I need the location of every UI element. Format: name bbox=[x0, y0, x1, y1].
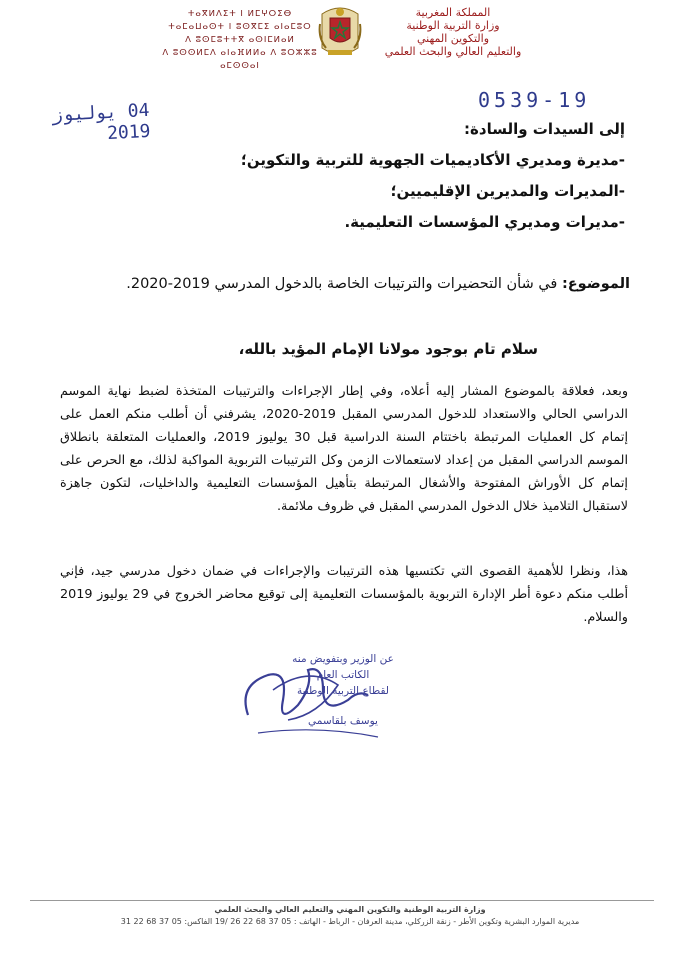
tifinagh-header bbox=[150, 8, 330, 73]
reference-number-stamp: 0539-19 bbox=[478, 88, 591, 112]
signature-line: يوسف بلقاسمي bbox=[308, 715, 378, 727]
signature-line: لقطاع التربية الوطنية bbox=[297, 685, 389, 697]
signature-block bbox=[228, 645, 458, 750]
footer bbox=[60, 904, 640, 928]
handwritten-signature-icon bbox=[228, 645, 458, 750]
greeting: سلام تام بوجود مولانا الإمام المؤيد بالله، bbox=[238, 340, 538, 358]
ministry-line: المملكة المغربية bbox=[415, 6, 491, 19]
body-paragraph: وبعد، فعلاقة بالموضوع المشار إليه أعلاه، وفي إطار الإجراءات والترتيبات المتخذة لضبط نهاية الموسم الدراسي الحالي والاستعداد للدخول المدرسي المقبل 2019-2020، يشرفني أن أطلب منكم العمل على إتمام كل العمليات المرتبطة باختتام السنة الدراسية قبل 30 يوليوز 2019، والعمليات المتعلقة بانطلاق الموسم الدراسي المقبل من إعداد لاستعمالات الزمن وكل الترتيبات التربوية المواكبة لذلك، مع الحرص على إتمام كل الأوراش المفتوحة والأشغال المرتبطة بتأهيل المؤسسات التعليمية والداخليات، لتكون جاهزة لاستقبال التلاميذ خلال الدخول المدرسي المقبل في ظروف ملائمة. bbox=[60, 384, 628, 514]
tifinagh-line: ⴷ ⵓⵙⵙⵍⵎⴷ ⴰⵏⴰⴼⵍⵍⴰ ⴷ ⵓⵔⵣⵣⵓ ⴰⵎⵙⵙⴰⵏ bbox=[162, 48, 318, 71]
ministry-header bbox=[368, 6, 538, 58]
recipient-line: -المديرات والمديرين الإقليميين؛ bbox=[390, 182, 625, 200]
tifinagh-line: ⴷ ⵓⵙⵎⵓⵜⵜⴳ ⴰⵙⵏⵎⵍⴰⵍ bbox=[185, 35, 295, 45]
coat-of-arms-icon bbox=[318, 4, 362, 60]
recipients-block bbox=[140, 114, 625, 238]
ministry-line: وزارة التربية الوطنية bbox=[406, 19, 500, 32]
recipient-line: -مديرات ومديري المؤسسات التعليمية. bbox=[344, 213, 625, 231]
subject-label: الموضوع: bbox=[561, 276, 630, 292]
ministry-line: والتكوين المهني bbox=[416, 32, 490, 45]
date-stamp: 04 يوليوز 2019 bbox=[51, 99, 152, 145]
footer-divider bbox=[30, 900, 654, 901]
footer-line: وزارة التربية الوطنية والتكوين المهني والتعليم العالي والبحث العلمي bbox=[214, 905, 486, 914]
body-paragraph: هذا، ونظرا للأهمية القصوى التي تكتسيها هذه الترتيبات والإجراءات في ضمان دخول مدرسي جيد، فإني أطلب منكم دعوة أطر الإدارة التربوية بالمؤسسات التعليمية إلى توقيع محاضر الخروج في 29 يوليوز 2019 والسلام. bbox=[60, 564, 628, 625]
subject-text: في شأن التحضيرات والترتيبات الخاصة بالدخول المدرسي 2019-2020. bbox=[126, 276, 562, 292]
recipients-heading: إلى السيدات والسادة: bbox=[464, 120, 625, 138]
subject-line bbox=[60, 276, 630, 292]
footer-line: مديرية الموارد البشرية وتكوين الأطر - زنقة الزركلي، مدينة العرفان - الرباط - الهاتف : 05 37 68 22 26 /19 الفاكس: 05 37 68 22 31 bbox=[120, 917, 580, 926]
signature-line: الكاتب العام bbox=[316, 669, 370, 681]
recipient-line: -مديرة ومديري الأكاديميات الجهوية للتربية والتكوين؛ bbox=[240, 151, 625, 169]
tifinagh-line: ⵜⴰⵎⴰⵡⴰⵙⵜ ⵏ ⵓⵙⴳⵎⵉ ⴰⵏⴰⵎⵓⵔ bbox=[168, 22, 312, 32]
tifinagh-line: ⵜⴰⴳⵍⴷⵉⵜ ⵏ ⵍⵎⵖⵔⵉⴱ bbox=[187, 9, 293, 19]
ministry-line: والتعليم العالي والبحث العلمي bbox=[384, 45, 522, 58]
signature-line: عن الوزير وبتفويض منه bbox=[292, 653, 394, 665]
